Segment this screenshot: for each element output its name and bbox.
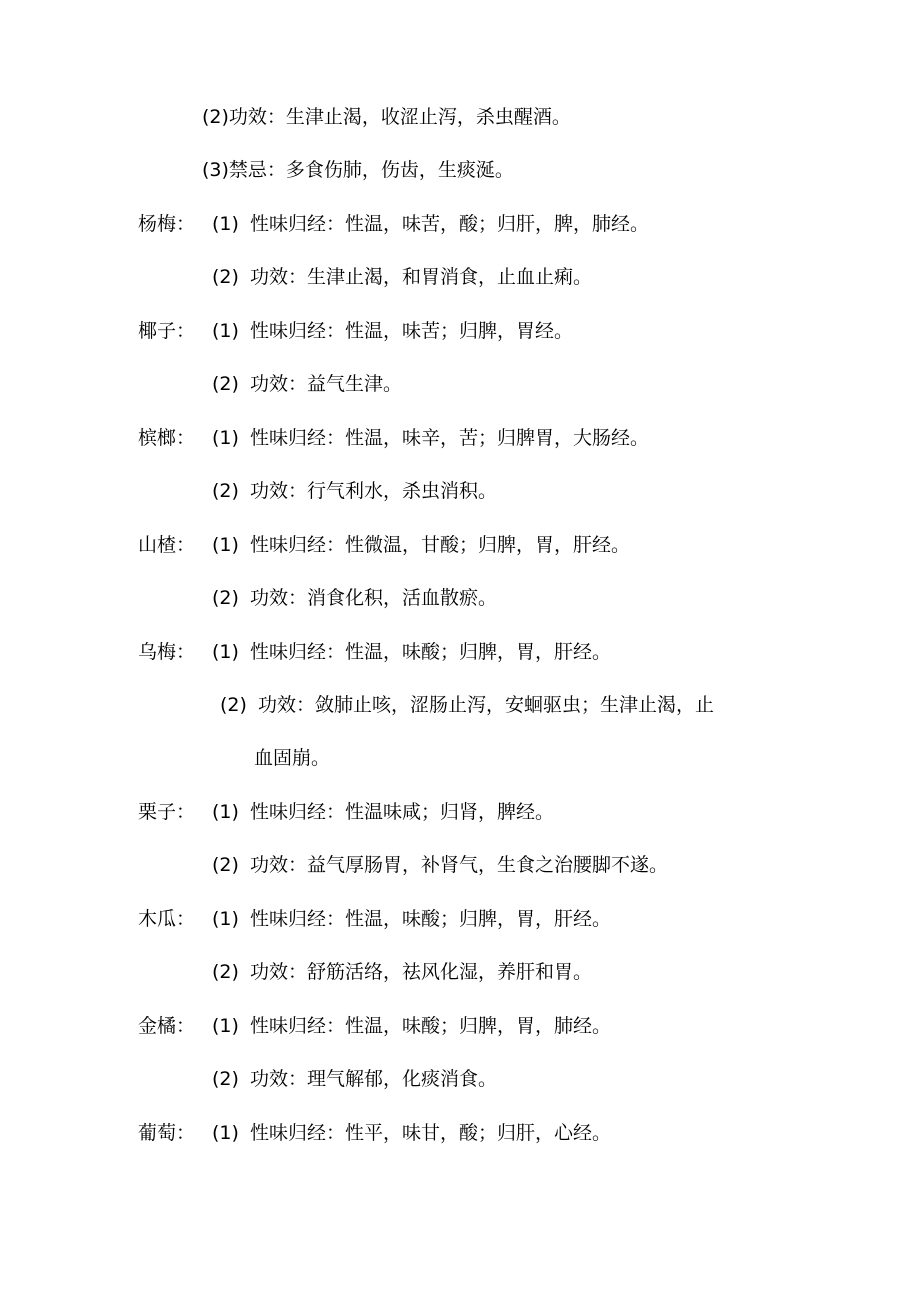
line-text: 性味归经：性温，味酸；归脾，胃，肝经。 <box>250 641 612 663</box>
text-line <box>0 800 920 824</box>
line-text: (2)功效：生津止渴，收涩止泻，杀虫醒酒。 <box>202 106 571 128</box>
text-line <box>0 426 920 450</box>
item-number: (2) <box>212 266 239 288</box>
item-number: (2) <box>212 1068 239 1090</box>
line-text: 功效：舒筋活络，祛风化湿，养肝和胃。 <box>250 961 593 983</box>
line-text: 血固崩。 <box>254 747 331 769</box>
line-text: 性味归经：性温味咸；归肾，脾经。 <box>250 801 555 823</box>
line-text: 功效：理气解郁，化痰消食。 <box>250 1068 498 1090</box>
item-number: (1) <box>212 641 239 663</box>
line-text: 性味归经：性温，味苦，酸；归肝，脾，肺经。 <box>250 213 650 235</box>
line-text: 性味归经：性温，味酸；归脾，胃，肝经。 <box>250 908 612 930</box>
item-number: (1) <box>212 801 239 823</box>
line-text: 性味归经：性微温，甘酸；归脾，胃，肝经。 <box>250 534 631 556</box>
item-name: 杨梅： <box>138 213 196 235</box>
text-line <box>0 479 920 503</box>
text-line <box>0 212 920 236</box>
text-line <box>0 533 920 557</box>
line-text: 功效：行气利水，杀虫消积。 <box>250 480 498 502</box>
item-name: 山楂： <box>138 534 196 556</box>
item-name: 金橘： <box>138 1015 196 1037</box>
text-line <box>0 265 920 289</box>
text-line <box>0 372 920 396</box>
item-number: (2) <box>212 373 239 395</box>
item-name: 槟榔： <box>138 427 196 449</box>
line-text: 功效：益气生津。 <box>250 373 403 395</box>
item-number: (2) <box>212 854 239 876</box>
item-number: (2) <box>212 961 239 983</box>
text-line <box>0 907 920 931</box>
line-text: 功效：生津止渴，和胃消食，止血止痢。 <box>250 266 593 288</box>
item-number: (2) <box>212 587 239 609</box>
line-text: 性味归经：性温，味酸；归脾，胃，肺经。 <box>250 1015 612 1037</box>
item-number: (1) <box>212 1015 239 1037</box>
text-line <box>0 319 920 343</box>
text-line <box>0 586 920 610</box>
line-text: 性味归经：性温，味苦；归脾，胃经。 <box>250 320 574 342</box>
line-text: 性味归经：性温，味辛，苦；归脾胃，大肠经。 <box>250 427 650 449</box>
item-name: 葡萄： <box>138 1122 196 1144</box>
item-name: 乌梅： <box>138 641 196 663</box>
text-line <box>0 640 920 664</box>
line-text: 性味归经：性平，味甘，酸；归肝，心经。 <box>250 1122 612 1144</box>
item-number: (1) <box>212 213 239 235</box>
text-line <box>0 105 920 129</box>
item-name: 木瓜： <box>138 908 196 930</box>
item-number: (1) <box>212 320 239 342</box>
item-number: (2) <box>220 694 247 716</box>
text-line <box>0 960 920 984</box>
line-text: 功效：消食化积，活血散瘀。 <box>250 587 498 609</box>
text-line <box>0 158 920 182</box>
text-line <box>0 1014 920 1038</box>
item-number: (1) <box>212 534 239 556</box>
line-text: 功效：益气厚肠胃，补肾气，生食之治腰脚不遂。 <box>250 854 669 876</box>
item-name: 栗子： <box>138 801 196 823</box>
text-line <box>0 1067 920 1091</box>
text-line <box>0 693 920 717</box>
item-name: 椰子： <box>138 320 196 342</box>
text-line <box>0 1121 920 1145</box>
text-line <box>0 746 920 770</box>
item-number: (1) <box>212 1122 239 1144</box>
line-text: 功效：敛肺止咳，涩肠止泻，安蛔驱虫；生津止渴，止 <box>258 694 715 716</box>
item-number: (1) <box>212 908 239 930</box>
line-text: (3)禁忌：多食伤肺，伤齿，生痰涎。 <box>202 159 514 181</box>
item-number: (1) <box>212 427 239 449</box>
item-number: (2) <box>212 480 239 502</box>
text-line <box>0 853 920 877</box>
